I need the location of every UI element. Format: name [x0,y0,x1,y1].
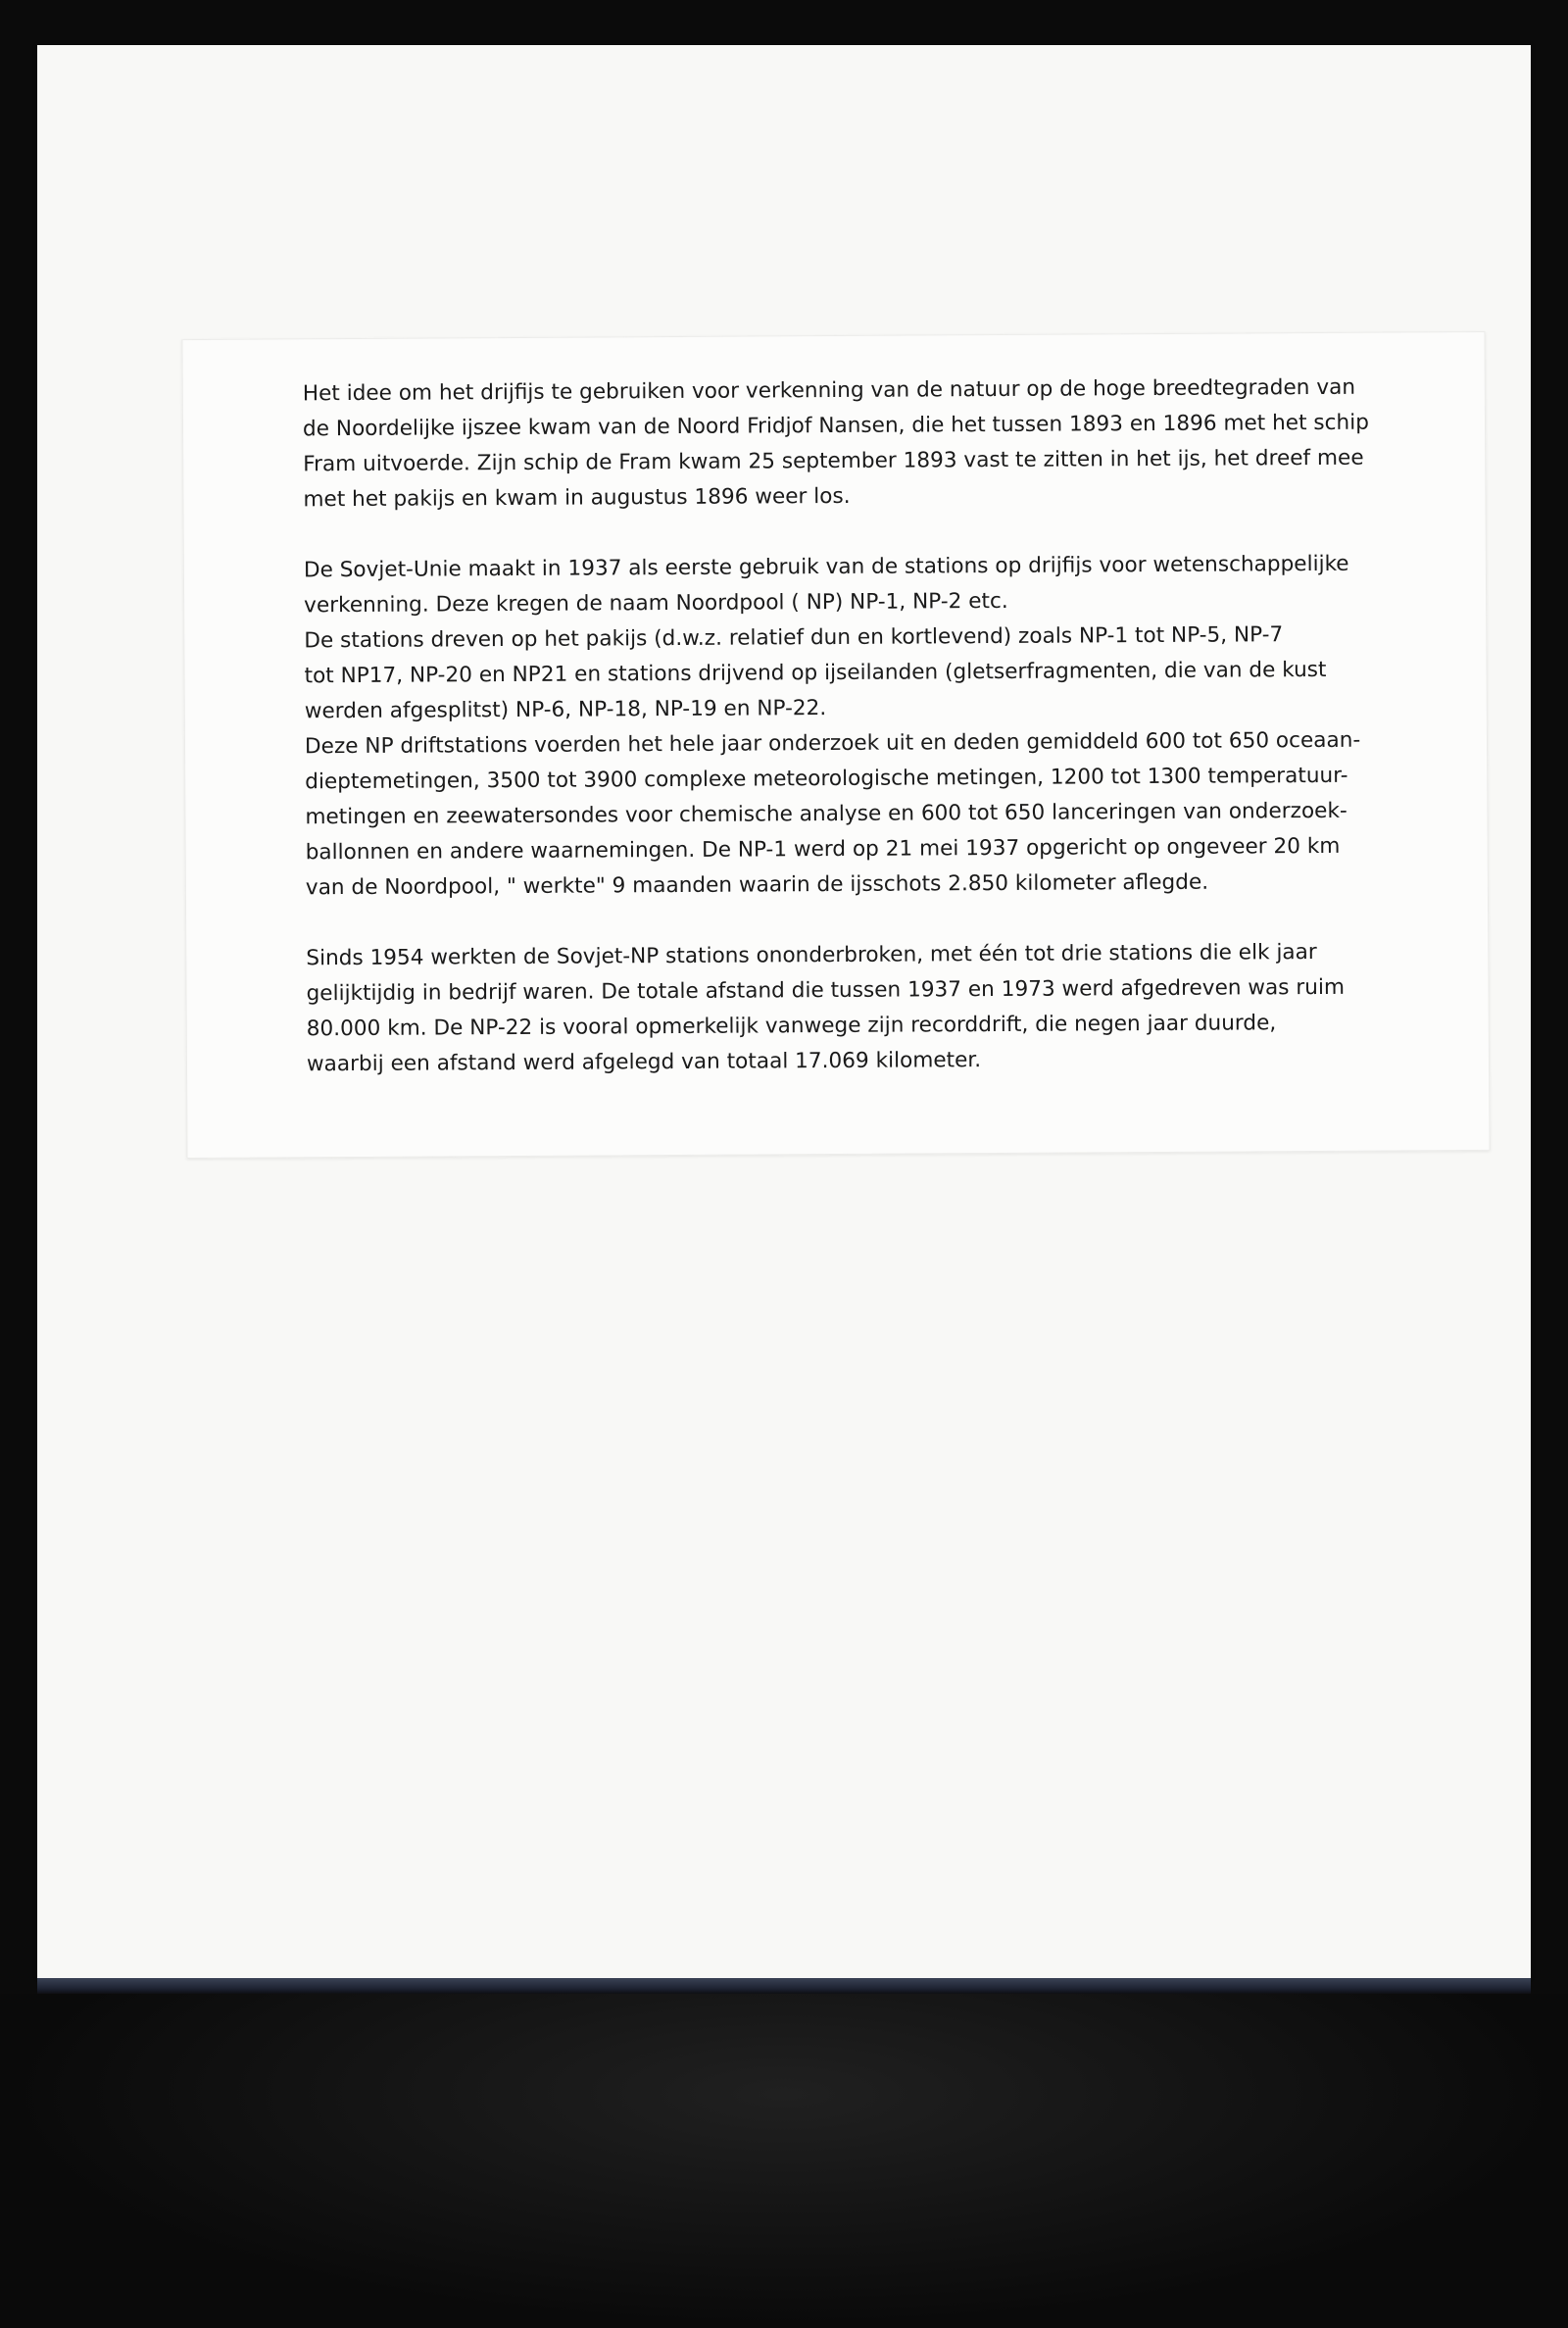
text-insert-sheet [181,331,1490,1159]
text-line: De stations dreven op het pakijs (d.w.z. relatief dun en kortlevend) zoals NP-1 tot NP-5, NP-7 [304,622,1284,654]
paragraph-nansen [303,371,1382,519]
text-line: 80.000 km. De NP-22 is vooral opmerkelijk vanwege zijn recorddrift, die negen jaar duurde, [306,1011,1277,1042]
text-line: van de Noordpool, " werkte" 9 maanden waarin de ijsschots 2.850 kilometer aflegde. [305,869,1209,901]
text-line: De Sovjet-Unie maakt in 1937 als eerste gebruik van de stations op drijfijs voor wetenschappelijke [303,551,1349,583]
text-line: metingen en zeewatersondes voor chemische analyse en 600 tot 650 lanceringen van onderzoek- [305,798,1348,830]
text-line: met het pakijs en kwam in augustus 1896 weer los. [303,483,851,513]
album-page [37,45,1531,1978]
album-page-edge [37,1978,1531,1994]
text-line: Deze NP driftstations voerden het hele jaar onderzoek uit en deden gemiddeld 600 tot 650 oceaan- [304,727,1361,760]
paragraph-drift-record [306,935,1385,1083]
text-line: Fram uitvoerde. Zijn schip de Fram kwam 25 september 1893 vast te zitten in het ijs, het dreef mee [303,445,1364,477]
text-line: de Noordelijke ijszee kwam van de Noord Fridjof Nansen, die het tussen 1893 en 1896 met het schip [302,410,1369,442]
text-line: verkenning. Deze kregen de naam Noordpool ( NP) NP-1, NP-2 etc. [304,588,1008,619]
text-line: werden afgesplitst) NP-6, NP-18, NP-19 en NP-22. [304,696,827,724]
paragraph-sovjet-stations [304,547,1384,907]
text-line: dieptemetingen, 3500 tot 3900 complexe meteorologische metingen, 1200 tot 1300 temperatuur- [305,763,1348,795]
background-surface [0,1994,1568,2328]
text-line: waarbij een afstand werd afgelegd van totaal 17.069 kilometer. [306,1048,982,1077]
text-line: Sinds 1954 werkten de Sovjet-NP stations ononderbroken, met één tot drie stations die elk jaar [306,940,1317,971]
text-line: Het idee om het drijfijs te gebruiken voor verkenning van de natuur op de hoge breedtegraden van [302,374,1356,407]
text-line: tot NP17, NP-20 en NP21 en stations drijvend op ijseilanden (gletserfragmenten, die van de kust [304,657,1327,689]
text-line: gelijktijdig in bedrijf waren. De totale afstand die tussen 1937 en 1973 werd afgedreven was ruim [306,974,1346,1007]
document-text [303,371,1385,1083]
text-line: ballonnen en andere waarnemingen. De NP-1 werd op 21 mei 1937 opgericht op ongeveer 20 km [305,833,1341,866]
